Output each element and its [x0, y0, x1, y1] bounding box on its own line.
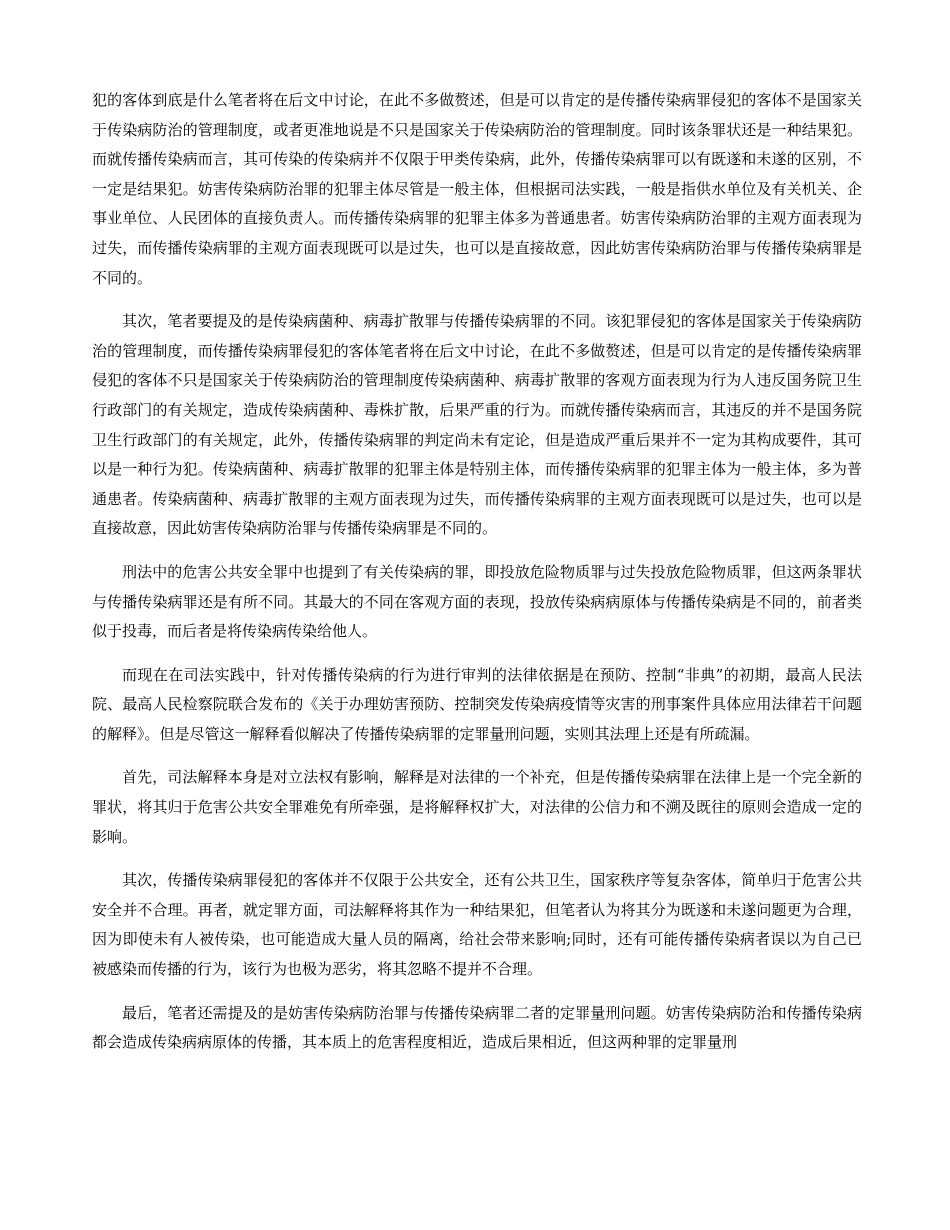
document-page	[92, 86, 862, 1072]
paragraph-continuation: 犯的客体到底是什么笔者将在后文中讨论，在此不多做赘述，但是可以肯定的是传播传染病罪侵犯的客体不是国家关于传染病防治的管理制度，或者更准地说是不只是国家关于传染病防治的管理制度。同时该条罪状还是一种结果犯。而就传播传染病而言，其可传染的传染病并不仅限于甲类传染病，此外，传播传染病罪可以有既遂和未遂的区别，不一定是结果犯。妨害传染病防治罪的犯罪主体尽管是一般主体，但根据司法实践，一般是指供水单位及有关机关、企事业单位、人民团体的直接负责人。而传播传染病罪的犯罪主体多为普通患者。妨害传染病防治罪的主观方面表现为过失，而传播传染病罪的主观方面表现既可以是过失，也可以是直接故意，因此妨害传染病防治罪与传播传染病罪是不同的。	[92, 91, 862, 287]
paragraph-public-safety: 刑法中的危害公共安全罪中也提到了有关传染病的罪，即投放危险物质罪与过失投放危险物质罪，但这两条罪状与传播传染病罪还是有所不同。其最大的不同在客观方面的表现，投放传染病病原体与传播传染病是不同的，前者类似于投毒，而后者是将传染病传染给他人。	[92, 562, 862, 641]
paragraph-bacteria-virus-spread: 其次，笔者要提及的是传染病菌种、病毒扩散罪与传播传染病罪的不同。该犯罪侵犯的客体是国家关于传染病防治的管理制度，而传播传染病罪侵犯的客体笔者将在后文中讨论，在此不多做赘述，但是可以肯定的是传播传染病罪侵犯的客体不只是国家关于传染病防治的管理制度传染病菌种、病毒扩散罪的客观方面表现为行为人违反国务院卫生行政部门的有关规定，造成传染病菌种、毒株扩散，后果严重的行为。而就传播传染病而言，其违反的并不是国务院卫生行政部门的有关规定，此外，传播传染病罪的判定尚未有定论，但是造成严重后果并不一定为其构成要件，其可以是一种行为犯。传染病菌种、病毒扩散罪的犯罪主体是特别主体，而传播传染病罪的犯罪主体为一般主体，多为普通患者。传染病菌种、病毒扩散罪的主观方面表现为过失，而传播传染病罪的主观方面表现既可以是过失，也可以是直接故意，因此妨害传染病防治罪与传播传染病罪是不同的。	[92, 312, 862, 538]
paragraph-second-point: 其次，传播传染病罪侵犯的客体并不仅限于公共安全，还有公共卫生，国家秩序等复杂客体，简单归于危害公共安全并不合理。再者，就定罪方面，司法解释将其作为一种结果犯，但笔者认为将其分为既遂和未遂问题更为合理，因为即使未有人被传染，也可能造成大量人员的隔离，给社会带来影响;同时，还有可能传播传染病者误以为自己已被感染而传播的行为，该行为也极为恶劣，将其忽略不提并不合理。	[92, 871, 862, 979]
paragraph-first-point: 首先，司法解释本身是对立法权有影响，解释是对法律的一个补充，但是传播传染病罪在法律上是一个完全新的罪状，将其归于危害公共安全罪难免有所牵强，是将解释权扩大，对法律的公信力和不溯及既往的原则会造成一定的影响。	[92, 768, 862, 846]
paragraph-last-point: 最后，笔者还需提及的是妨害传染病防治罪与传播传染病罪二者的定罪量刑问题。妨害传染病防治和传播传染病都会造成传染病病原体的传播，其本质上的危害程度相近，造成后果相近，但这两种罪的定罪量刑	[92, 1003, 862, 1052]
paragraph-judicial-interpretation: 而现在在司法实践中，针对传播传染病的行为进行审判的法律依据是在预防、控制“非典”的初期，最高人民法院、最高人民检察院联合发布的《关于办理妨害预防、控制突发传染病疫情等灾害的刑事案件具体应用法律若干问题的解释》。但是尽管这一解释看似解决了传播传染病罪的定罪量刑问题，实则其法理上还是有所疏漏。	[92, 665, 862, 743]
